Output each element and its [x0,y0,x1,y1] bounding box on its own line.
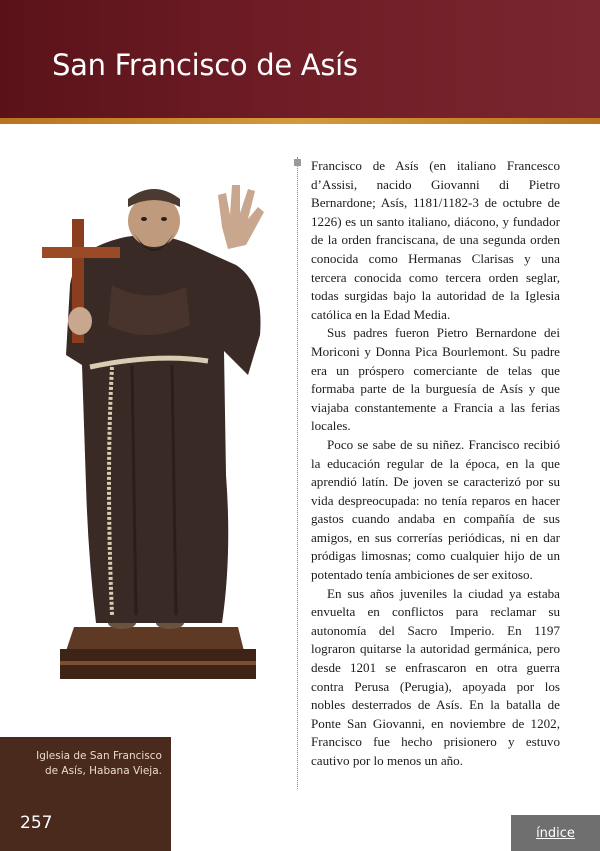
header-banner [0,0,600,118]
page-title: San Francisco de Asís [52,48,358,82]
statue-robe [66,235,261,623]
index-link[interactable]: índice [511,815,600,851]
article-body [311,157,560,771]
statue-pedestal [66,627,244,651]
statue-image [36,175,276,685]
page-number: 257 [20,813,53,833]
header-accent-stripe [0,118,600,124]
article-paragraph: Sus padres fueron Pietro Bernardone dei Moriconi y Donna Pica Bourlemont. Su padre era un próspero comerciante de telas que formaba parte de la burguesía de Asís y que viajaba constantemente a Francia a las ferias locales. [311,325,560,434]
bullet-marker [294,159,301,166]
statue-raised-hand [218,185,264,249]
figure-caption: Iglesia de San Francisco de Asís, Habana Vieja. [36,750,162,777]
article-paragraph: Poco se sabe de su niñez. Francisco recibió la educación regular de la época, en la que aprendió latín. De joven se caracterizó por su vida despreocupada: no tenía reparos en hacer gastos cuando andaba en compañía de sus amigos, en sus correrías periódicas, ni en dar pródigas limosnas; como cualquier hijo de un potentado tenía ambiciones de ser exitoso. [311,436,560,583]
article-paragraph: En sus años juveniles la ciudad ya estaba envuelta en conflictos para reclamar su autonomía del Sacro Imperio. En 1197 lograron quitarse la autoridad germánica, pero desde 1201 se enfrascaron en otra guerra contra Perusa (Perugia), apoyada por los nobles desterrados de Asís. En la batalla de Ponte San Giovanni, en noviembre de 1202, Francisco fue hecho prisionero y estuvo cautivo por lo menos un año. [311,585,560,768]
article-paragraph: Francisco de Asís (en italiano Francesco d’Assisi, nacido Giovanni di Pietro Bernardone; Asís, 1181/1182-3 de octubre de 1226) es un santo italiano, diácono, y fundador de la orden franciscana, de una segunda orden conocida como Hermanas Clarisas y una tercera conocida como tercera orden seglar, todas surgidas bajo la autoridad de la Iglesia católica en la Edad Media. [311,158,560,322]
caption-panel [0,737,171,851]
article-column [297,157,560,789]
